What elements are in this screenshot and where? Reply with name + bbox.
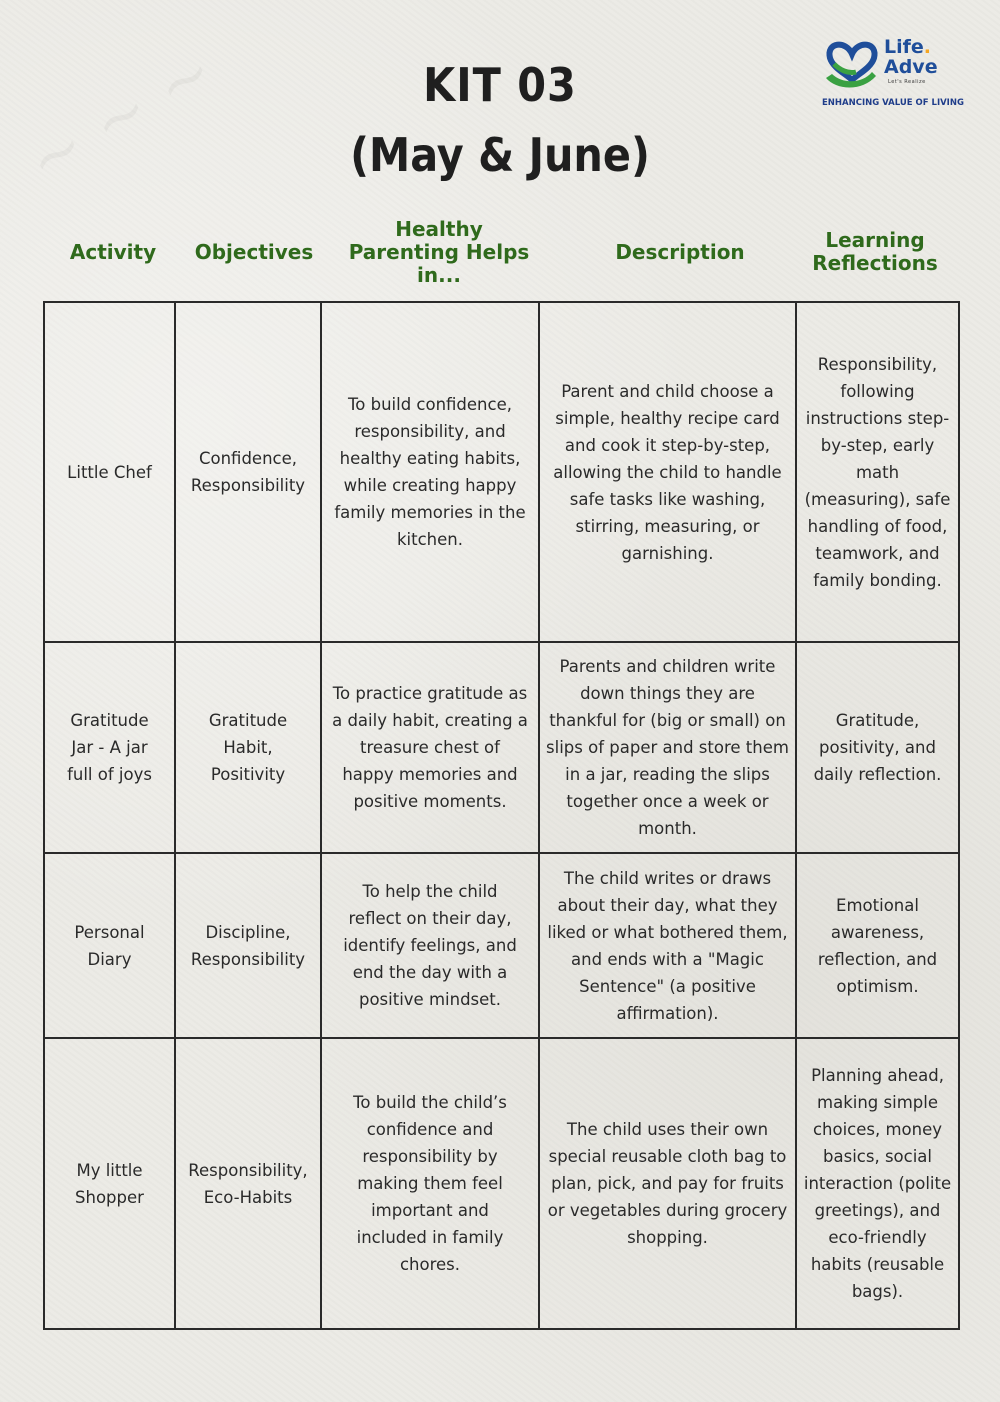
cell-parenting: To help the child reflect on their day, identify feelings, and end the day with a positive mindset. [321,853,539,1038]
cell-description: Parent and child choose a simple, healthy recipe card and cook it step-by-step, allowing the child to handle safe tasks like washing, stirring, measuring, or garnishing. [539,302,796,642]
table-row [44,853,959,1038]
cell-parenting: To build the child’s confidence and responsibility by making them feel important and included in family chores. [321,1038,539,1329]
heart-hand-icon [822,34,882,96]
logo-text-adve: Adve [884,56,938,78]
cell-description: Parents and children write down things they are thankful for (big or small) on slips of paper and store them in a jar, reading the slips together once a week or month. [539,642,796,853]
header-description: Description [615,239,745,264]
cell-reflections: Responsibility, following instructions step-by-step, early math (measuring), safe handling of food, teamwork, and family bonding. [796,302,959,642]
page-subtitle: (May & June) [350,128,650,182]
cell-reflections: Planning ahead, making simple choices, money basics, social interaction (polite greetings), and eco-friendly habits (reusable bags). [796,1038,959,1329]
activity-table [43,301,960,1330]
logo-small-text: Let's Realize [888,79,926,85]
page-title: KIT 03 [423,58,577,112]
cell-activity: Personal Diary [44,853,175,1038]
logo-text-life: Life. [884,36,931,58]
cell-description: The child uses their own special reusable cloth bag to plan, pick, and pay for fruits or vegetables during grocery shopping. [539,1038,796,1329]
cell-objectives: Responsibility, Eco-Habits [175,1038,321,1329]
cell-reflections: Gratitude, positivity, and daily reflection. [796,642,959,853]
header-parenting: Healthy Parenting Helps in... [348,216,530,287]
cell-description: The child writes or draws about their day, what they liked or what bothered them, and ends with a "Magic Sentence" (a positive affirmation). [539,853,796,1038]
cell-parenting: To build confidence, responsibility, and healthy eating habits, while creating happy family memories in the kitchen. [321,302,539,642]
cell-parenting: To practice gratitude as a daily habit, creating a treasure chest of happy memories and positive moments. [321,642,539,853]
cell-activity: My little Shopper [44,1038,175,1329]
table-row [44,1038,959,1329]
logo-tagline: ENHANCING VALUE OF LIVING [822,98,964,108]
cell-objectives: Discipline, Responsibility [175,853,321,1038]
cell-objectives: Confidence, Responsibility [175,302,321,642]
logo [822,32,982,112]
cell-activity: Gratitude Jar - A jar full of joys [44,642,175,853]
cell-reflections: Emotional awareness, reflection, and optimism. [796,853,959,1038]
table-row [44,642,959,853]
cell-activity: Little Chef [44,302,175,642]
table-row [44,302,959,642]
header-reflections: Learning Reflections [812,228,938,275]
header-objectives: Objectives [194,239,314,264]
cell-objectives: Gratitude Habit, Positivity [175,642,321,853]
header-activity: Activity [69,239,157,264]
